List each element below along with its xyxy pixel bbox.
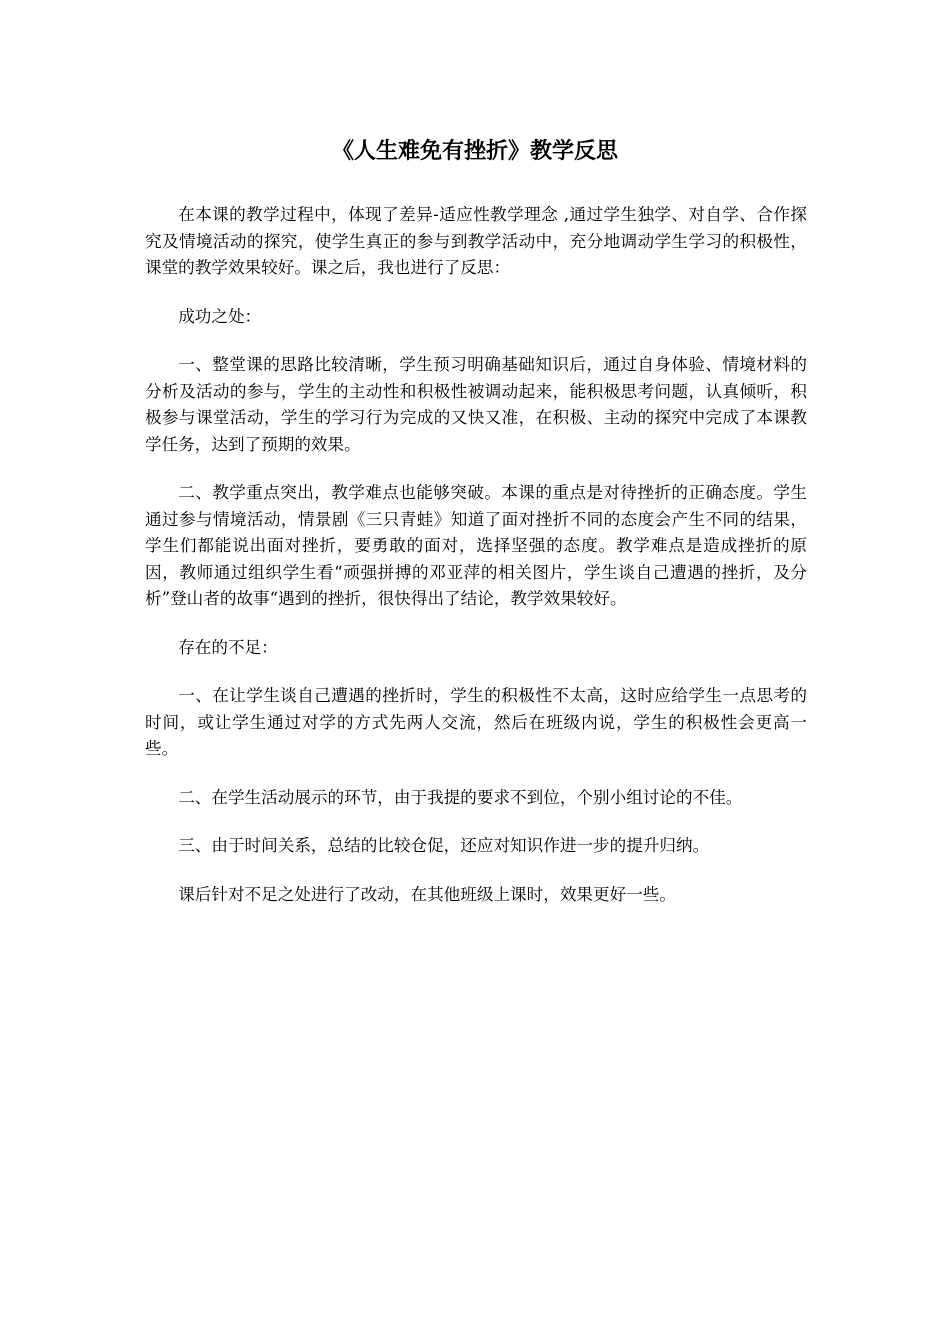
document-title: 《人生难免有挫折》教学反思 <box>331 139 618 164</box>
section-heading-strengths: 成功之处： <box>178 306 262 326</box>
paragraph-intro: 在本课的教学过程中，体现了差异-适应性教学理念 ,通过学生独学、对自学、合作探究及情境活动的探究，使学生真正的参与到教学活动中，充分地调动学生学习的积极性，课堂的教学效果较好。课之后，我也进行了反思： <box>145 205 807 277</box>
paragraph-weakness-3: 三、由于时间关系，总结的比较仓促，还应对知识作进一步的提升归纳。 <box>178 836 710 855</box>
paragraph-strength-1: 一、整堂课的思路比较清晰，学生预习明确基础知识后，通过自身体验、情境材料的分析及活动的参与，学生的主动性和积极性被调动起来，能积极思考问题，认真倾听，积极参与课堂活动，学生的学习行为完成的又快又准，在积极、主动的探究中完成了本课教学任务，达到了预期的效果。 <box>145 355 807 454</box>
document-body <box>145 202 807 930</box>
paragraph-weakness-2: 二、在学生活动展示的环节，由于我提的要求不到位，个别小组讨论的不佳。 <box>178 787 743 807</box>
paragraph-weakness-1: 一、在让学生谈自己遭遇的挫折时，学生的积极性不太高，这时应给学生一点思考的时间，或让学生通过对学的方式先两人交流，然后在班级内说，学生的积极性会更高一些。 <box>145 686 807 758</box>
section-heading-weaknesses: 存在的不足： <box>178 637 278 657</box>
paragraph-conclusion: 课后针对不足之处进行了改动，在其他班级上课时，效果更好一些。 <box>178 884 676 904</box>
paragraph-strength-2: 二、教学重点突出，教学难点也能够突破。本课的重点是对待挫折的正确态度。学生通过参与情境活动，情景剧《三只青蛙》知道了面对挫折不同的态度会产生不同的结果，学生们都能说出面对挫折，要勇敢的面对，选择坚强的态度。教学难点是造成挫折的原因，教师通过组织学生看“顽强拼搏的邓亚萍的相关图片，学生谈自己遭遇的挫折，及分析”登山者的故事“遇到的挫折，很快得出了结论，教学效果较好。 <box>145 483 807 608</box>
